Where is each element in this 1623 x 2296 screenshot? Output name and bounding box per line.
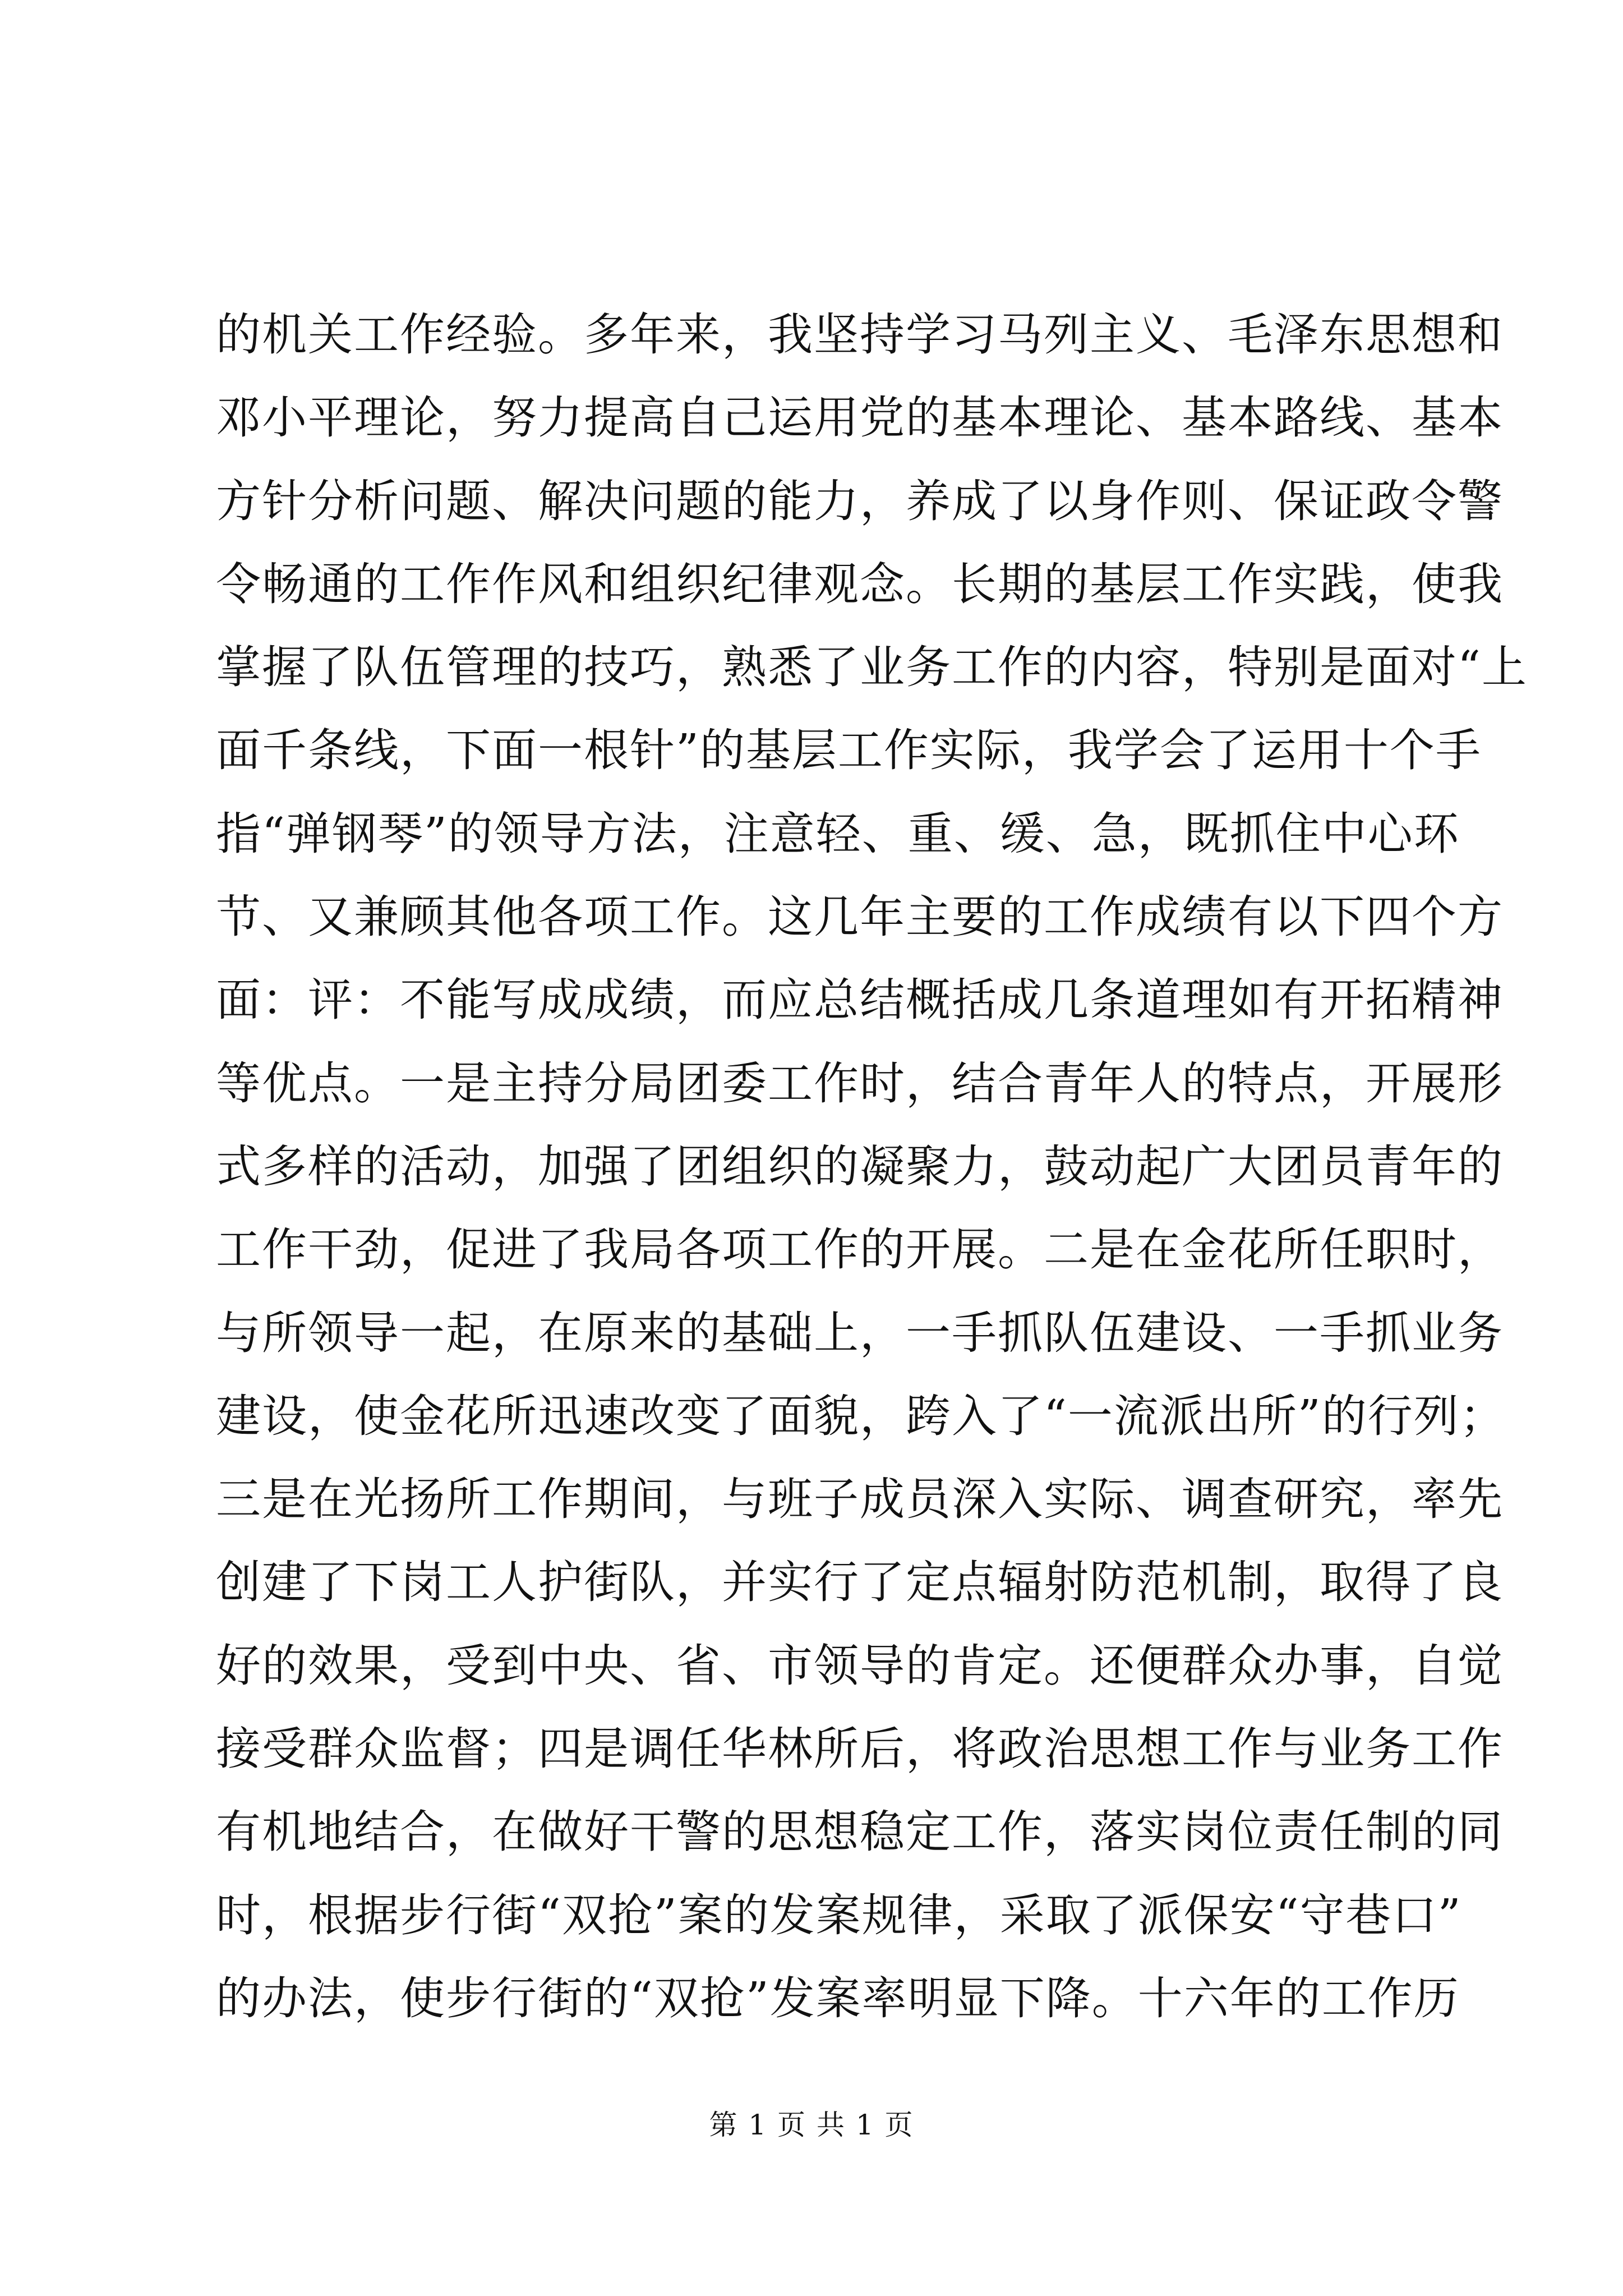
text-line: 掌握了队伍管理的技巧，熟悉了业务工作的内容，特别是面对“上 [216,641,1528,694]
text-line: 指“弹钢琴”的领导方法，注意轻、重、缓、急，既抓住中心环 [216,807,1460,860]
text-line: 邓小平理论，努力提高自己运用党的基本理论、基本路线、基本 [216,392,1504,444]
text-line: 时，根据步行街“双抢”案的发案规律，采取了派保安“守巷口” [216,1889,1462,1941]
text-line: 的机关工作经验。多年来，我坚持学习马列主义、毛泽东思想和 [216,309,1504,361]
text-line: 创建了下岗工人护街队，并实行了定点辐射防范机制，取得了良 [216,1556,1504,1609]
text-line: 好的效果，受到中央、省、市领导的肯定。还便群众办事，自觉 [216,1639,1504,1692]
text-line: 面：评：不能写成成绩，而应总结概括成几条道理如有开拓精神 [216,974,1504,1027]
text-line: 建设，使金花所迅速改变了面貌，跨入了“一流派出所”的行列； [216,1389,1506,1442]
text-line: 有机地结合，在做好干警的思想稳定工作，落实岗位责任制的同 [216,1806,1504,1858]
text-line: 令畅通的工作作风和组织纪律观念。长期的基层工作实践，使我 [216,558,1504,610]
page-footer: 第 1 页 共 1 页 [709,2109,914,2141]
text-line: 面千条线，下面一根针”的基层工作实际，我学会了运用十个手 [216,724,1482,777]
text-line: 的办法，使步行街的“双抢”发案率明显下降。十六年的工作历 [216,1972,1460,2024]
text-line: 与所领导一起，在原来的基础上，一手抓队伍建设、一手抓业务 [216,1306,1504,1359]
text-line: 工作干劲，促进了我局各项工作的开展。二是在金花所任职时， [216,1223,1504,1276]
text-line: 式多样的活动，加强了团组织的凝聚力，鼓动起广大团员青年的 [216,1140,1504,1193]
text-line: 接受群众监督；四是调任华林所后，将政治思想工作与业务工作 [216,1723,1504,1775]
text-line: 节、又兼顾其他各项工作。这几年主要的工作成绩有以下四个方 [216,891,1504,944]
body-text [216,293,1528,2040]
text-line: 等优点。一是主持分局团委工作时，结合青年人的特点，开展形 [216,1057,1504,1110]
text-line: 三是在光扬所工作期间，与班子成员深入实际、调查研究，率先 [216,1473,1504,1526]
text-line: 方针分析问题、解决问题的能力，养成了以身作则、保证政令警 [216,475,1504,527]
